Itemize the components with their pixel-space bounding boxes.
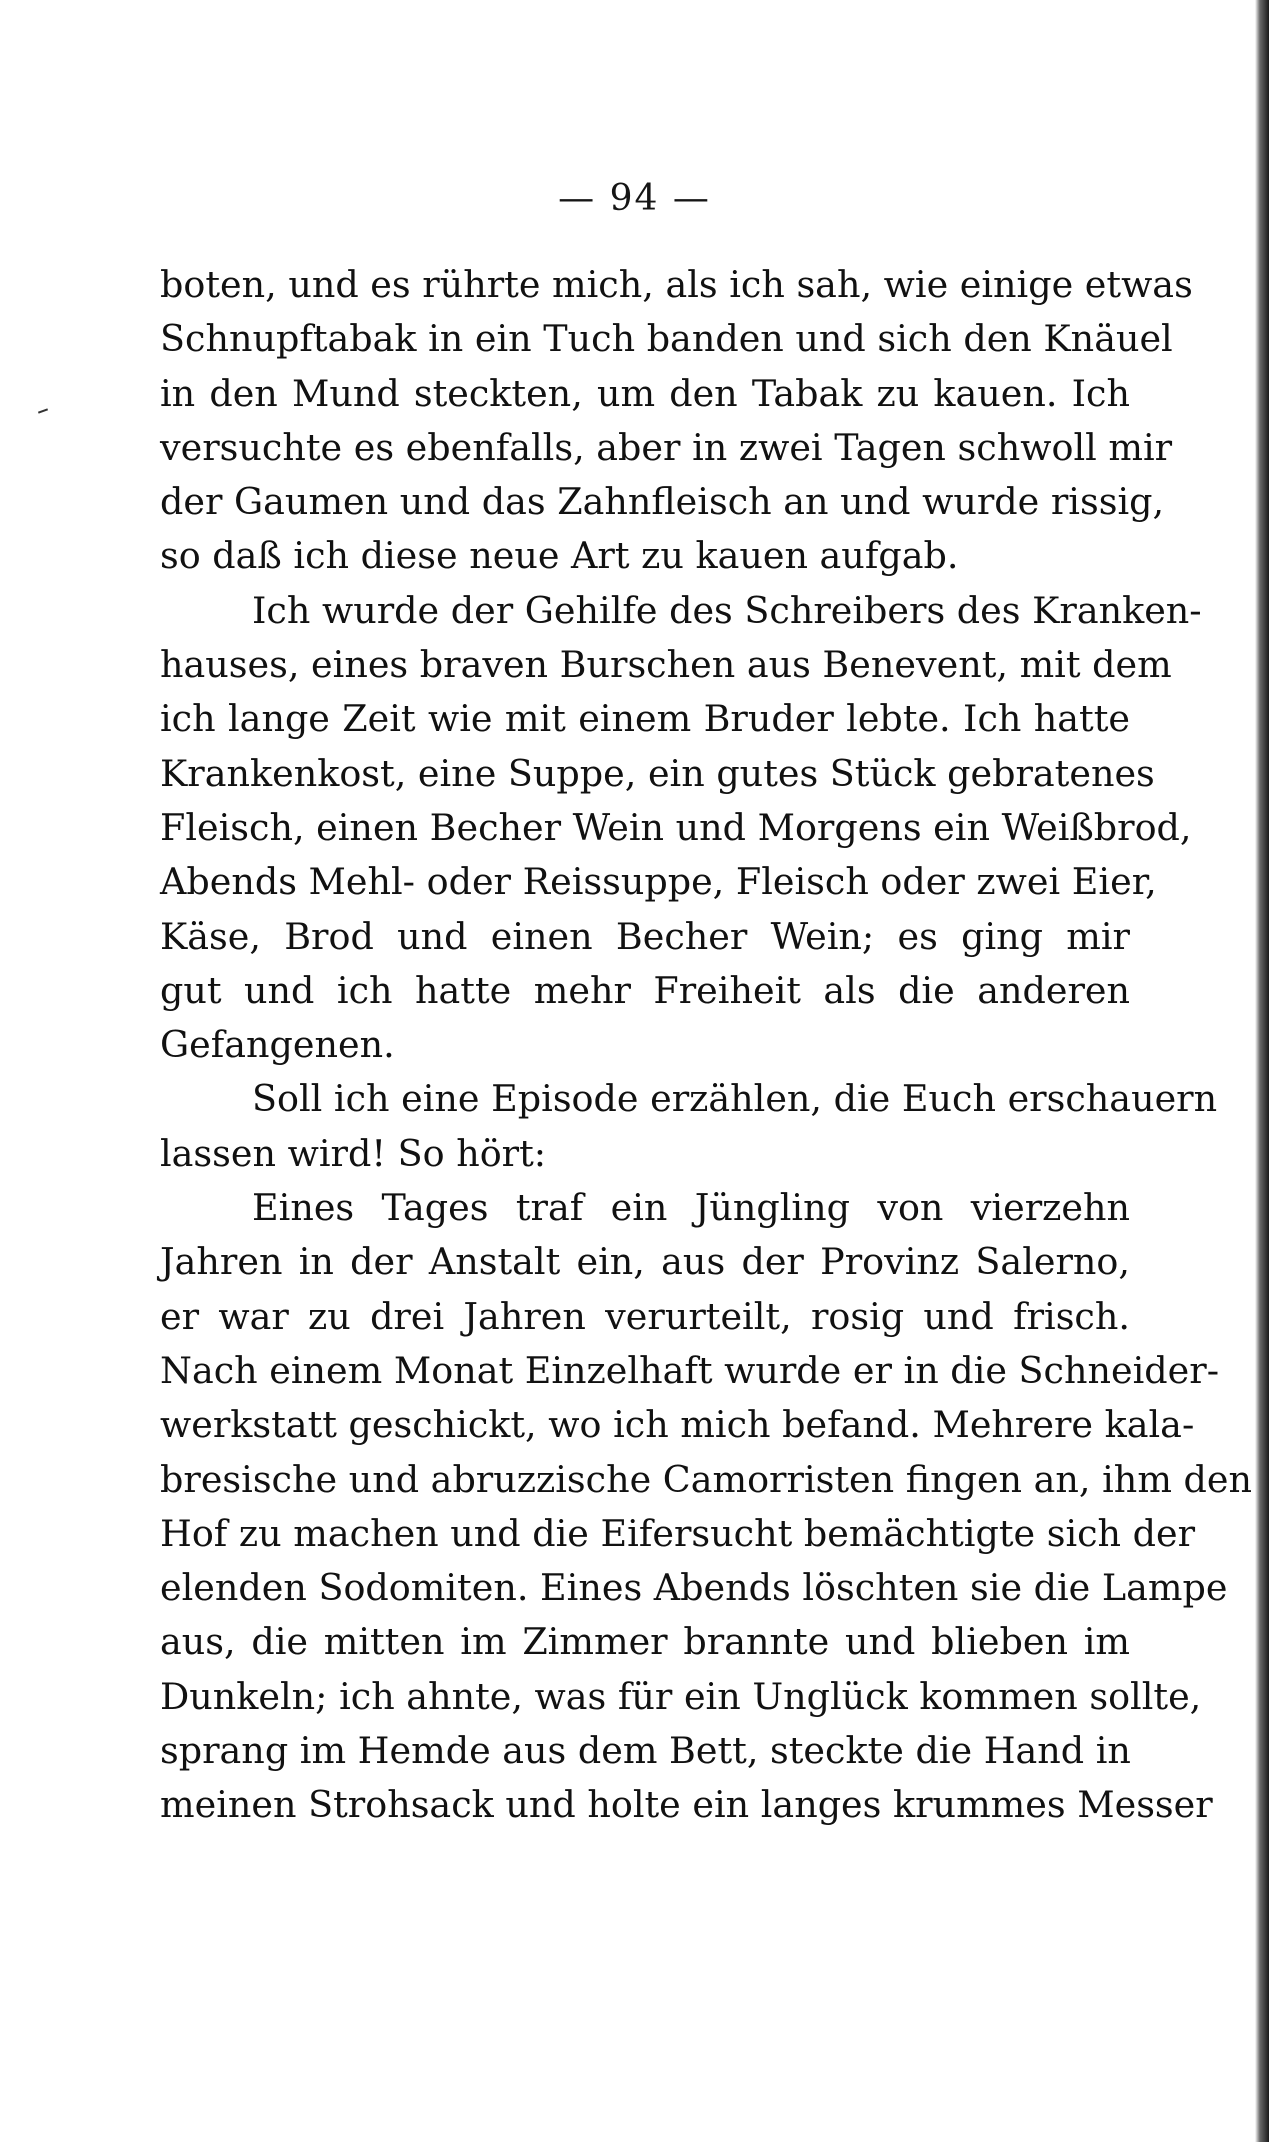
text-line: der Gaumen und das Zahnfleisch an und wurde rissig,: [160, 480, 1165, 524]
text-line: gut und ich hatte mehr Freiheit als die anderen: [160, 968, 1130, 1012]
margin-mark: [38, 408, 48, 413]
text-line: so daß ich diese neue Art zu kauen aufgab.: [160, 534, 959, 578]
text-line: Krankenkost, eine Suppe, ein gutes Stück gebratenes: [160, 751, 1155, 795]
text-line: versuchte es ebenfalls, aber in zwei Tagen schwoll mir: [160, 425, 1173, 469]
paragraph-first-line: Eines Tages traf ein Jüngling von vierzehn: [252, 1186, 1130, 1230]
text-line: Schnupftabak in ein Tuch banden und sich den Knäuel: [160, 317, 1173, 361]
paragraph-first-line: Soll ich eine Episode erzählen, die Euch erschauern: [252, 1077, 1218, 1121]
text-line: aus, die mitten im Zimmer brannte und blieben im: [160, 1620, 1130, 1664]
text-line: ich lange Zeit wie mit einem Bruder lebte. Ich hatte: [160, 697, 1130, 741]
text-line: Käse, Brod und einen Becher Wein; es ging mir: [160, 914, 1130, 958]
body-text: [160, 258, 1253, 1833]
text-line: werkstatt geschickt, wo ich mich befand. Mehrere kala-: [160, 1403, 1195, 1447]
text-line: Abends Mehl- oder Reissuppe, Fleisch oder zwei Eier,: [160, 860, 1157, 904]
text-line: Nach einem Monat Einzelhaft wurde er in die Schneider-: [160, 1348, 1220, 1392]
text-line: boten, und es rührte mich, als ich sah, wie einige etwas: [160, 263, 1193, 306]
page-edge-shadow: [1255, 0, 1269, 2142]
text-line: er war zu drei Jahren verurteilt, rosig und frisch.: [160, 1294, 1130, 1338]
text-line: Hof zu machen und die Eifersucht bemächtigte sich der: [160, 1511, 1196, 1555]
text-line: hauses, eines braven Burschen aus Benevent, mit dem: [160, 643, 1172, 687]
text-line: meinen Strohsack und holte ein langes krummes Messer: [160, 1783, 1213, 1827]
text-line: Fleisch, einen Becher Wein und Morgens ein Weißbrod,: [160, 805, 1192, 849]
text-line: lassen wird! So hört:: [160, 1131, 547, 1175]
text-line: bresische und abruzzische Camorristen fingen an, ihm den: [160, 1457, 1253, 1501]
paragraph-first-line: Ich wurde der Gehilfe des Schreibers des Kranken-: [252, 588, 1202, 632]
text-line: Dunkeln; ich ahnte, was für ein Unglück kommen sollte,: [160, 1674, 1202, 1718]
page-number: — 94 —: [558, 178, 711, 219]
text-line: Gefangenen.: [160, 1023, 395, 1067]
text-line: Jahren in der Anstalt ein, aus der Provinz Salerno,: [160, 1240, 1130, 1284]
text-line: in den Mund steckten, um den Tabak zu kauen. Ich: [160, 371, 1130, 415]
text-line: elenden Sodomiten. Eines Abends löschten sie die Lampe: [160, 1566, 1228, 1610]
text-line: sprang im Hemde aus dem Bett, steckte die Hand in: [160, 1729, 1131, 1773]
